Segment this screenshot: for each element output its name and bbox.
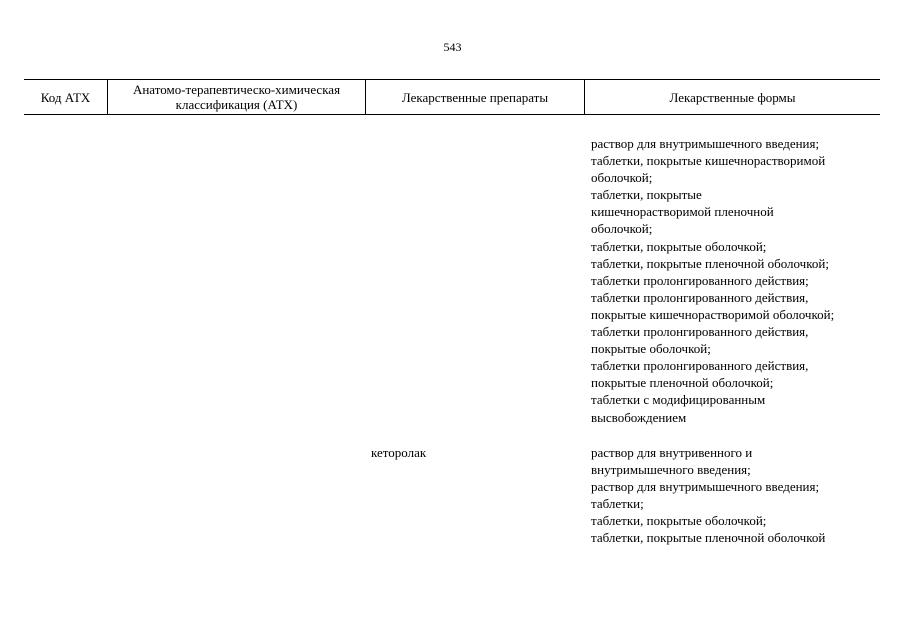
page-number: 543: [443, 40, 462, 54]
row-dosage-forms: раствор для внутривенного и внутримышечного введения; раствор для внутримышечного введения; таблетки; таблетки, покрытые оболочкой; таблетки, покрытые пленочной оболочкой: [591, 445, 826, 546]
header-atc-classification: Анатомо-терапевтическо-химическая классификация (АТХ): [132, 82, 341, 112]
header-drugs: Лекарственные препараты: [401, 89, 549, 105]
row-drug: кеторолак: [371, 445, 427, 460]
row-dosage-forms: раствор для внутримышечного введения; таблетки, покрытые кишечнорастворимой оболочкой; таблетки, покрытые кишечнорастворимой пленочной оболочкой; таблетки, покрытые оболочкой; таблетки, покрытые пленочной оболочкой; таблетки пролонгированного действия; таблетки пролонгированного действия, покрытые кишечнорастворимой оболочкой; таблетки пролонгированного действия, покрытые оболочкой; таблетки пролонгированного действия, покрытые пленочной оболочкой; таблетки с модифицированным высвобождением: [591, 136, 835, 425]
table-header-bottom-rule: [24, 114, 880, 115]
header-dosage-forms: Лекарственные формы: [669, 89, 796, 105]
header-atc-code: Код АТХ: [40, 89, 91, 105]
